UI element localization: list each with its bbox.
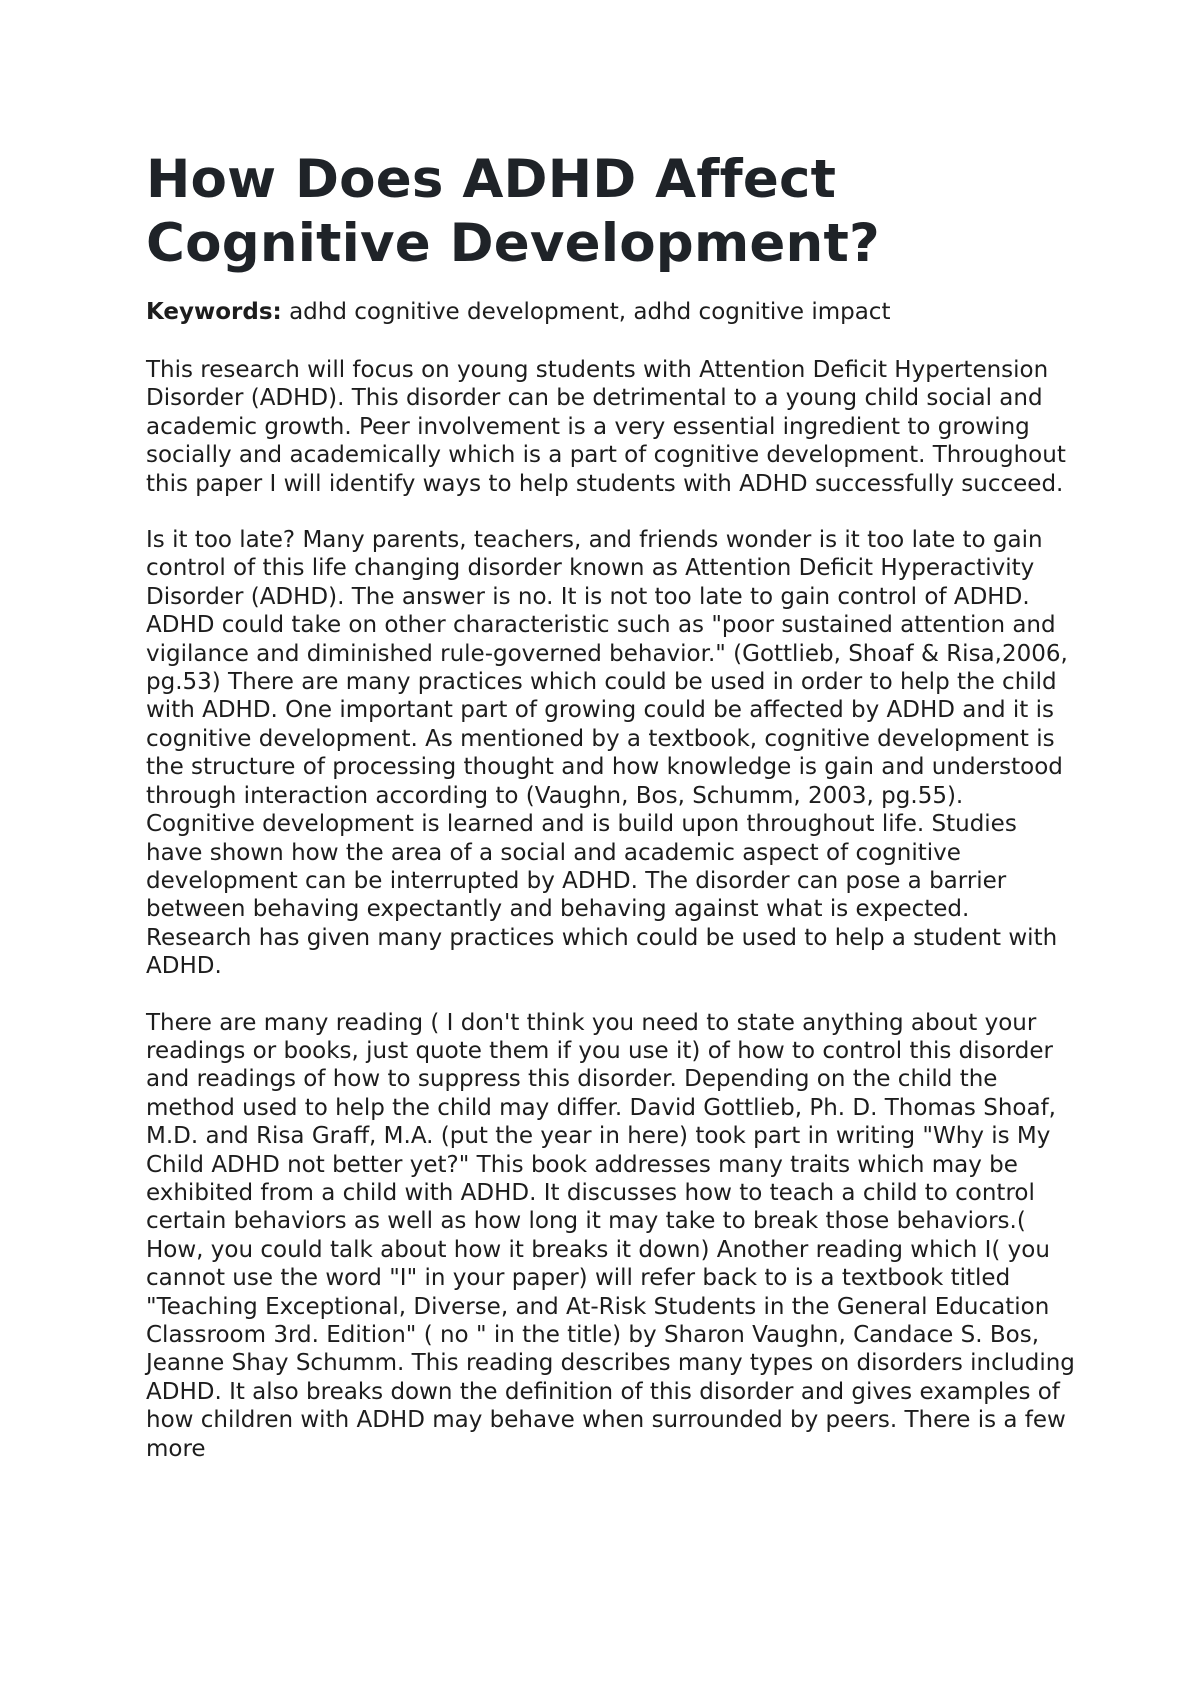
body-paragraph-3: There are many reading ( I don't think you need to state anything about your readings or books, just quote them if you use it) of how to control this disorder and readings of how to suppress this disorder. Depending on the child the method used to help the child may differ. David Gottlieb, Ph. D. Thomas Shoaf, M.D. and Risa Graff, M.A. (put the year in here) took part in writing "Why is My Child ADHD not better yet?" This book addresses many traits which may be exhibited from a child with ADHD. It discusses how to teach a child to control certain behaviors as well as how long it may take to break those behaviors.( How, you could talk about how it breaks it down) Another reading which I( you cannot use the word "I" in your paper) will refer back to is a textbook titled "Teaching Exceptional, Diverse, and At-Risk Students in the General Education Classroom 3rd. Edition" ( no " in the title) by Sharon Vaughn, Candace S. Bos, Jeanne Shay Schumm. This reading describes many types on disorders including ADHD. It also breaks down the definition of this disorder and gives examples of how children with ADHD may behave when surrounded by peers. There is a few more <box>146 1009 1075 1462</box>
body-paragraph-1: This research will focus on young students with Attention Deficit Hypertension Disorder (ADHD). This disorder can be detrimental to a young child social and academic growth. Peer involvement is a very essential ingredient to growing socially and academically which is a part of cognitive development. Throughout this paper I will identify ways to help students with ADHD successfully succeed. <box>146 357 1066 497</box>
document-title: How Does ADHD Affect Cognitive Development? <box>146 149 880 274</box>
keywords-line <box>146 298 1076 326</box>
keywords-value: adhd cognitive development, adhd cognitive impact <box>281 299 891 325</box>
keywords-label: Keywords: <box>146 299 282 325</box>
document-page <box>146 148 1076 1491</box>
body-paragraph-2: Is it too late? Many parents, teachers, and friends wonder is it too late to gain control of this life changing disorder known as Attention Deficit Hyperactivity Disorder (ADHD). The answer is no. It is not too late to gain control of ADHD. ADHD could take on other characteristic such as "poor sustained attention and vigilance and diminished rule-governed behavior." (Gottlieb, Shoaf & Risa,2006, pg.53) There are many practices which could be used in order to help the child with ADHD. One important part of growing could be affected by ADHD and it is cognitive development. As mentioned by a textbook, cognitive development is the structure of processing thought and how knowledge is gain and understood through interaction according to (Vaughn, Bos, Schumm, 2003, pg.55). Cognitive development is learned and is build upon throughout life. Studies have shown how the area of a social and academic aspect of cognitive development can be interrupted by ADHD. The disorder can pose a barrier between behaving expectantly and behaving against what is expected. Research has given many practices which could be used to help a student with ADHD. <box>146 527 1068 980</box>
